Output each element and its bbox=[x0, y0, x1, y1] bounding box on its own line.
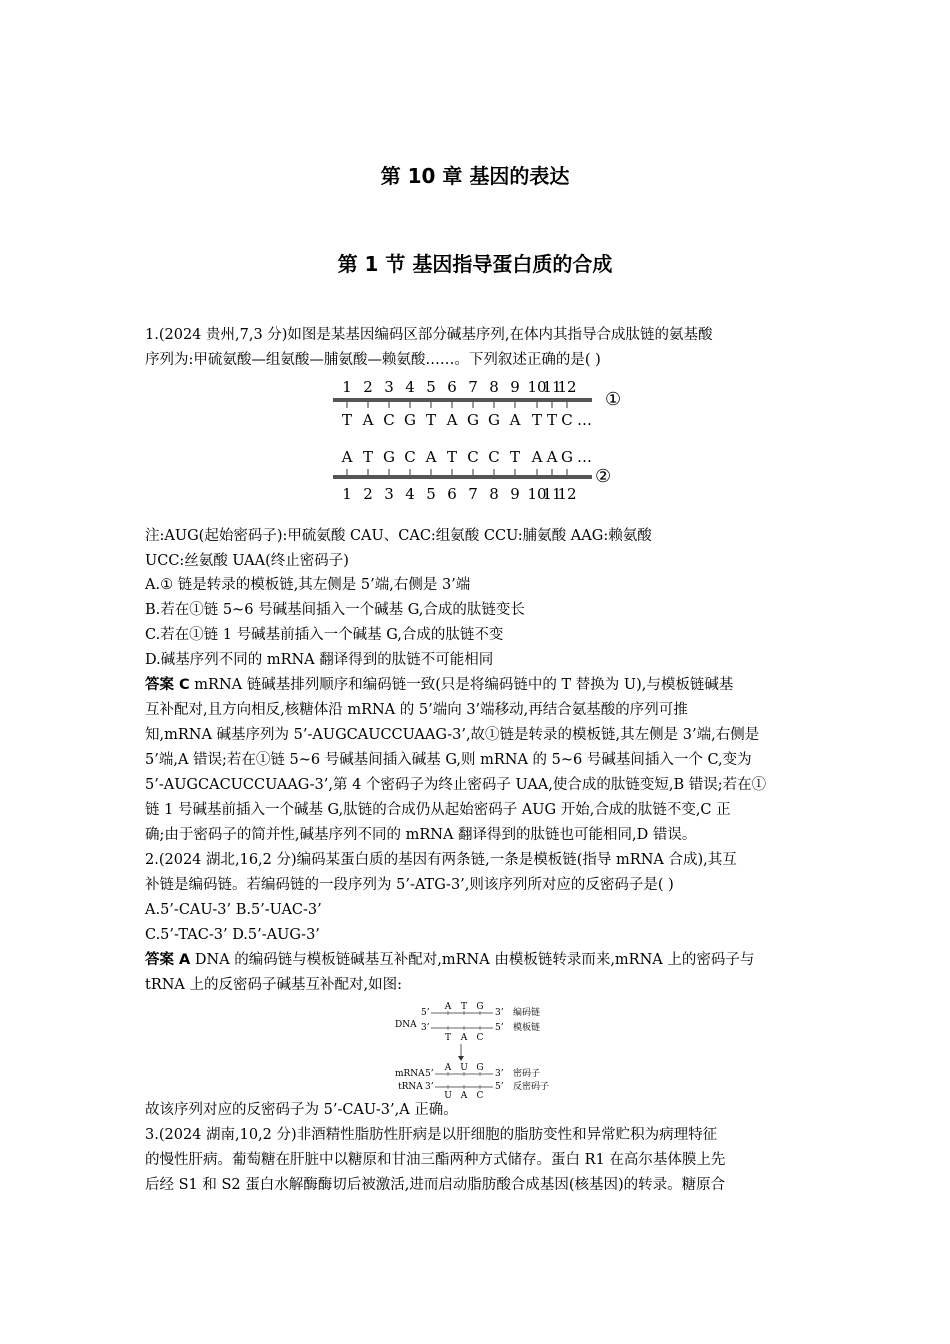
q1-answer-label: 答案 C bbox=[145, 677, 190, 693]
template-bases bbox=[445, 1026, 484, 1043]
q1-option-c: C.若在①链 1 号碱基前插入一个碱基 G,合成的肽链不变 bbox=[145, 627, 504, 643]
anticodon-bases bbox=[444, 1085, 483, 1101]
number-bottom: 4 bbox=[405, 485, 415, 503]
number-bottom: 9 bbox=[510, 485, 520, 503]
strand1-base: G bbox=[404, 411, 416, 429]
strand1-base: A bbox=[446, 411, 458, 429]
trna-five: 5’ bbox=[495, 1082, 504, 1092]
strand1-bases bbox=[342, 411, 592, 429]
q3-line2: 的慢性肝病。葡萄糖在肝脏中以糖原和甘油三酯两种方式储存。蛋白 R1 在高尔基体膜上先 bbox=[145, 1152, 726, 1168]
number-top: 1 bbox=[342, 378, 352, 396]
strand2-base: A bbox=[531, 448, 543, 466]
mrna-five: 5’ bbox=[425, 1069, 434, 1079]
q1-answer-line3: 知,mRNA 碱基序列为 5’-AUGCAUCCUAAG-3’,故①链是转录的模板链,其左侧是 3’端,右侧是 bbox=[145, 727, 760, 743]
strand1-ellipsis: … bbox=[577, 411, 592, 429]
q1-stem-line1: 1.(2024 贵州,7,3 分)如图是某基因编码区部分碱基序列,在体内其指导合成肽链的氨基酸 bbox=[145, 327, 713, 343]
coding-three: 3’ bbox=[495, 1008, 504, 1018]
chapter-title: 第 10 章 基因的表达 bbox=[380, 164, 570, 188]
q2-figure bbox=[395, 1000, 575, 1101]
template-three: 3’ bbox=[421, 1023, 430, 1033]
number-bottom: 6 bbox=[447, 485, 457, 503]
number-top: 8 bbox=[489, 378, 499, 396]
strand1-base: T bbox=[531, 411, 543, 429]
q1-answer-text: mRNA 链碱基排列顺序和编码链一致(只是将编码链中的 T 替换为 U),与模板链碱基 bbox=[189, 677, 734, 693]
template-strand-label: 模板链 bbox=[513, 1023, 541, 1033]
q1-answer-line6: 链 1 号碱基前插入一个碱基 G,肽链的合成仍从起始密码子 AUG 开始,合成的肽链不变,C 正 bbox=[145, 802, 731, 818]
strand1-base: A bbox=[509, 411, 521, 429]
q2-answer-line1 bbox=[145, 950, 754, 970]
q1-answer-line4: 5’端,A 错误;若在①链 5~6 号碱基间插入碱基 G,则 mRNA 的 5~6 号碱基间插入一个 C,变为 bbox=[145, 752, 752, 768]
number-bottom: 7 bbox=[468, 485, 478, 503]
strand2-base: G bbox=[561, 448, 573, 466]
mrna-label: mRNA bbox=[395, 1069, 425, 1079]
coding-base: T bbox=[460, 1002, 468, 1012]
trna-label: tRNA bbox=[398, 1082, 423, 1092]
number-top: 10 bbox=[527, 378, 547, 396]
anticodon-base: A bbox=[460, 1091, 468, 1101]
q2-answer-line2: tRNA 上的反密码子碱基互补配对,如图: bbox=[145, 977, 403, 993]
anticodon-base: U bbox=[444, 1091, 452, 1101]
q3-line3: 后经 S1 和 S2 蛋白水解酶酶切后被激活,进而启动脂肪酸合成基因(核基因)的转录。糖原合 bbox=[145, 1177, 726, 1193]
number-bottom: 1 bbox=[342, 485, 352, 503]
number-bottom: 12 bbox=[557, 485, 577, 503]
anticodon-base: C bbox=[476, 1091, 484, 1101]
q1-stem-line2: 序列为:甲硫氨酸—组氨酸—脯氨酸—赖氨酸……。下列叙述正确的是( ) bbox=[145, 352, 601, 368]
q1-answer-line2: 互补配对,且方向相反,核糖体沿 mRNA 的 5’端向 3’端移动,再结合氨基酸的序列可推 bbox=[145, 702, 688, 718]
number-bottom: 8 bbox=[489, 485, 499, 503]
strand2-base: T bbox=[362, 448, 374, 466]
strand1-base: G bbox=[488, 411, 500, 429]
coding-five: 5’ bbox=[421, 1008, 430, 1018]
q1-option-b: B.若在①链 5~6 号碱基间插入一个碱基 G,合成的肽链变长 bbox=[145, 602, 525, 618]
codon-base: G bbox=[476, 1063, 484, 1073]
template-base: A bbox=[460, 1033, 468, 1043]
q2-conclusion: 故该序列对应的反密码子为 5’-CAU-3’,A 正确。 bbox=[145, 1102, 458, 1118]
template-five: 5’ bbox=[495, 1023, 504, 1033]
strand2-base: A bbox=[425, 448, 437, 466]
strand2-base: G bbox=[383, 448, 395, 466]
strand2-bases bbox=[341, 448, 592, 466]
coding-base: G bbox=[476, 1002, 484, 1012]
number-top: 9 bbox=[510, 378, 520, 396]
q1-note-line1: 注:AUG(起始密码子):甲硫氨酸 CAU、CAC:组氨酸 CCU:脯氨酸 AAG:赖氨酸 bbox=[145, 528, 652, 544]
number-top: 4 bbox=[405, 378, 415, 396]
trna-three: 3’ bbox=[425, 1082, 434, 1092]
strand1-base: T bbox=[341, 411, 353, 429]
strand1-base: C bbox=[561, 411, 573, 429]
number-top: 5 bbox=[426, 378, 436, 396]
anticodon-label: 反密码子 bbox=[513, 1082, 550, 1092]
number-bottom: 3 bbox=[384, 485, 394, 503]
number-bottom: 11 bbox=[542, 485, 562, 503]
strand2-base: C bbox=[488, 448, 500, 466]
q1-figure bbox=[330, 375, 620, 505]
strand1-base: G bbox=[467, 411, 479, 429]
q1-numbers-top bbox=[342, 378, 576, 396]
strand2-base: C bbox=[404, 448, 416, 466]
number-top: 12 bbox=[557, 378, 577, 396]
section-title: 第 1 节 基因指导蛋白质的合成 bbox=[337, 252, 613, 276]
strand2-base: A bbox=[341, 448, 353, 466]
mrna-three: 3’ bbox=[495, 1069, 504, 1079]
strand2-ellipsis: … bbox=[577, 448, 592, 466]
q2-stem-line1: 2.(2024 湖北,16,2 分)编码某蛋白质的基因有两条链,一条是模板链(指导 mRNA 合成),其互 bbox=[145, 852, 737, 868]
q2-answer-label: 答案 A bbox=[145, 952, 191, 968]
strand2-base: T bbox=[509, 448, 521, 466]
q1-numbers-bottom bbox=[342, 485, 576, 503]
strand1-base: T bbox=[546, 411, 558, 429]
number-bottom: 10 bbox=[527, 485, 547, 503]
strand1-base: C bbox=[383, 411, 395, 429]
coding-strand-label: 编码链 bbox=[513, 1008, 541, 1018]
q1-answer-line5: 5’-AUGCACUCCUAAG-3’,第 4 个密码子为终止密码子 UAA,使合成的肽链变短,B 错误;若在① bbox=[145, 777, 767, 793]
number-top: 6 bbox=[447, 378, 457, 396]
dna-label: DNA bbox=[395, 1020, 417, 1030]
strand1-base: A bbox=[362, 411, 374, 429]
q1-answer-line7: 确;由于密码子的简并性,碱基序列不同的 mRNA 翻译得到的肽链也可能相同,D 错误。 bbox=[145, 827, 697, 843]
codon-base: U bbox=[460, 1063, 468, 1073]
arrow-head bbox=[458, 1056, 464, 1061]
number-bottom: 5 bbox=[426, 485, 436, 503]
strand2-base: A bbox=[546, 448, 558, 466]
number-bottom: 2 bbox=[363, 485, 373, 503]
codon-label: 密码子 bbox=[513, 1069, 541, 1079]
q1-answer-line1 bbox=[145, 675, 733, 695]
q2-options-row2: C.5’-TAC-3’ D.5’-AUG-3’ bbox=[145, 927, 320, 943]
codon-base: A bbox=[444, 1063, 452, 1073]
strand1-base: T bbox=[425, 411, 437, 429]
number-top: 3 bbox=[384, 378, 394, 396]
template-base: T bbox=[444, 1033, 452, 1043]
strand2-label: ② bbox=[595, 466, 612, 487]
q1-option-a: A.① 链是转录的模板链,其左侧是 5’端,右侧是 3’端 bbox=[145, 577, 471, 593]
coding-base: A bbox=[444, 1002, 452, 1012]
number-top: 2 bbox=[363, 378, 373, 396]
q1-option-d: D.碱基序列不同的 mRNA 翻译得到的肽链不可能相同 bbox=[145, 652, 494, 668]
q2-stem-line2: 补链是编码链。若编码链的一段序列为 5’-ATG-3’,则该序列所对应的反密码子是( ) bbox=[145, 877, 674, 893]
strand2-base: C bbox=[467, 448, 479, 466]
q3-line1: 3.(2024 湖南,10,2 分)非酒精性脂肪性肝病是以肝细胞的脂肪变性和异常贮积为病理特征 bbox=[145, 1127, 718, 1143]
q1-note-line2: UCC:丝氨酸 UAA(终止密码子) bbox=[145, 553, 349, 569]
q2-answer-text: DNA 的编码链与模板链碱基互补配对,mRNA 由模板链转录而来,mRNA 上的密码子与 bbox=[190, 952, 755, 968]
template-base: C bbox=[476, 1033, 484, 1043]
q2-options-row1: A.5’-CAU-3’ B.5’-UAC-3’ bbox=[145, 902, 322, 918]
number-top: 11 bbox=[542, 378, 562, 396]
strand1-label: ① bbox=[605, 389, 622, 410]
strand2-base: T bbox=[446, 448, 458, 466]
number-top: 7 bbox=[468, 378, 478, 396]
